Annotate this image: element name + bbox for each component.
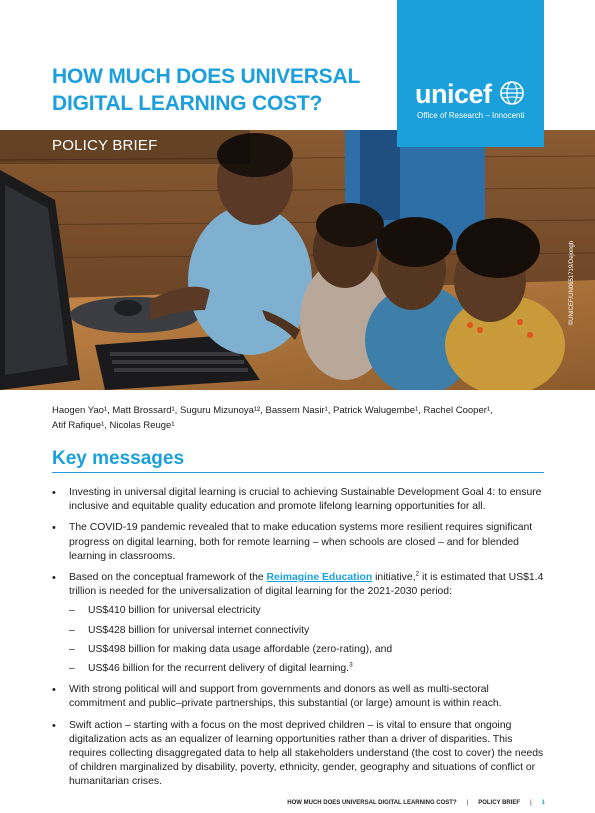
authors-line-1: Haogen Yao¹, Matt Brossard¹, Suguru Mizunoya¹², Bassem Nasir¹, Patrick Walugembe¹, Rachel Cooper¹, xyxy=(52,405,493,416)
list-item xyxy=(52,683,545,711)
footer-section: POLICY BRIEF xyxy=(478,800,521,806)
list-item xyxy=(69,662,545,676)
page-title-line-2: DIGITAL LEARNING COST? xyxy=(52,92,323,115)
unicef-logo xyxy=(397,0,544,147)
logo-wordmark: unicef xyxy=(415,79,492,109)
heading-divider xyxy=(52,472,544,473)
message-text: it is estimated that US$1.4 trillion is needed for the universalization of digital learning for the 2021-2030 period: xyxy=(69,572,544,598)
cost-breakdown-list xyxy=(69,604,545,676)
footer-doc-title: HOW MUCH DOES UNIVERSAL DIGITAL LEARNING COST? xyxy=(287,800,457,806)
reimagine-education-link[interactable]: Reimagine Education xyxy=(266,572,373,584)
footer-separator: | xyxy=(466,800,469,806)
list-item xyxy=(52,571,545,676)
policy-brief-label: POLICY BRIEF xyxy=(52,137,158,154)
logo-office-text: Office of Research – Innocenti xyxy=(417,111,525,120)
footnote-ref: 2 xyxy=(415,570,420,578)
message-text: US$46 billion for the recurrent delivery of digital learning. xyxy=(88,663,350,675)
list-item xyxy=(52,521,545,564)
list-item xyxy=(52,719,545,790)
key-messages-list xyxy=(52,486,545,797)
footnote-ref: 3 xyxy=(349,661,353,669)
message-text: The COVID-19 pandemic revealed that to make education systems more resilient requires significant progress on digital learning, both for remote learning – when schools are closed – and for blended learning in classrooms. xyxy=(69,522,533,562)
globe-icon xyxy=(499,80,525,106)
list-item xyxy=(52,486,545,514)
key-messages-heading: Key messages xyxy=(52,448,185,469)
message-text: initiative, xyxy=(372,572,416,584)
page-title xyxy=(52,63,392,117)
cover-photo xyxy=(0,130,595,390)
message-text: With strong political will and support from governments and donors as well as multi-sectoral commitment and public–private partnerships, this substantial (or large) amount is within reach. xyxy=(69,684,502,710)
page-footer xyxy=(0,800,545,806)
page-title-line-1: HOW MUCH DOES UNIVERSAL xyxy=(52,65,361,88)
footer-separator: | xyxy=(530,800,532,806)
list-item: – US$428 billion for universal internet connectivity xyxy=(69,624,545,638)
message-text: Swift action – starting with a focus on the most deprived children – is vital to ensure that ongoing digitalization acts as an equalizer of learning opportunities rather than a driver of disparities. This requires collecting disaggregated data to help all stakeholders understand (the cost to cover) the needs of children marginalized by disability, poverty, ethnicity, gender, geography and situations of conflict or humanitarian crises. xyxy=(69,719,544,788)
message-text: Based on the conceptual framework of the xyxy=(69,572,267,584)
authors-list xyxy=(52,403,552,433)
list-item: – US$498 billion for making data usage affordable (zero-rating), and xyxy=(69,643,545,657)
photo-credit: ©UNICEF/UN0651719/Dejongh xyxy=(569,240,575,326)
list-item: – US$410 billion for universal electricity xyxy=(69,604,545,618)
message-text: Investing in universal digital learning is crucial to achieving Sustainable Development Goal 4: to ensure inclusive and equitable quality education and promote lifelong learning opportunities for all. xyxy=(69,487,542,513)
page-number: 1 xyxy=(541,800,545,806)
authors-line-2: Atif Rafique¹, Nicolas Reuge¹ xyxy=(52,420,175,431)
children-computer-illustration xyxy=(0,130,595,390)
